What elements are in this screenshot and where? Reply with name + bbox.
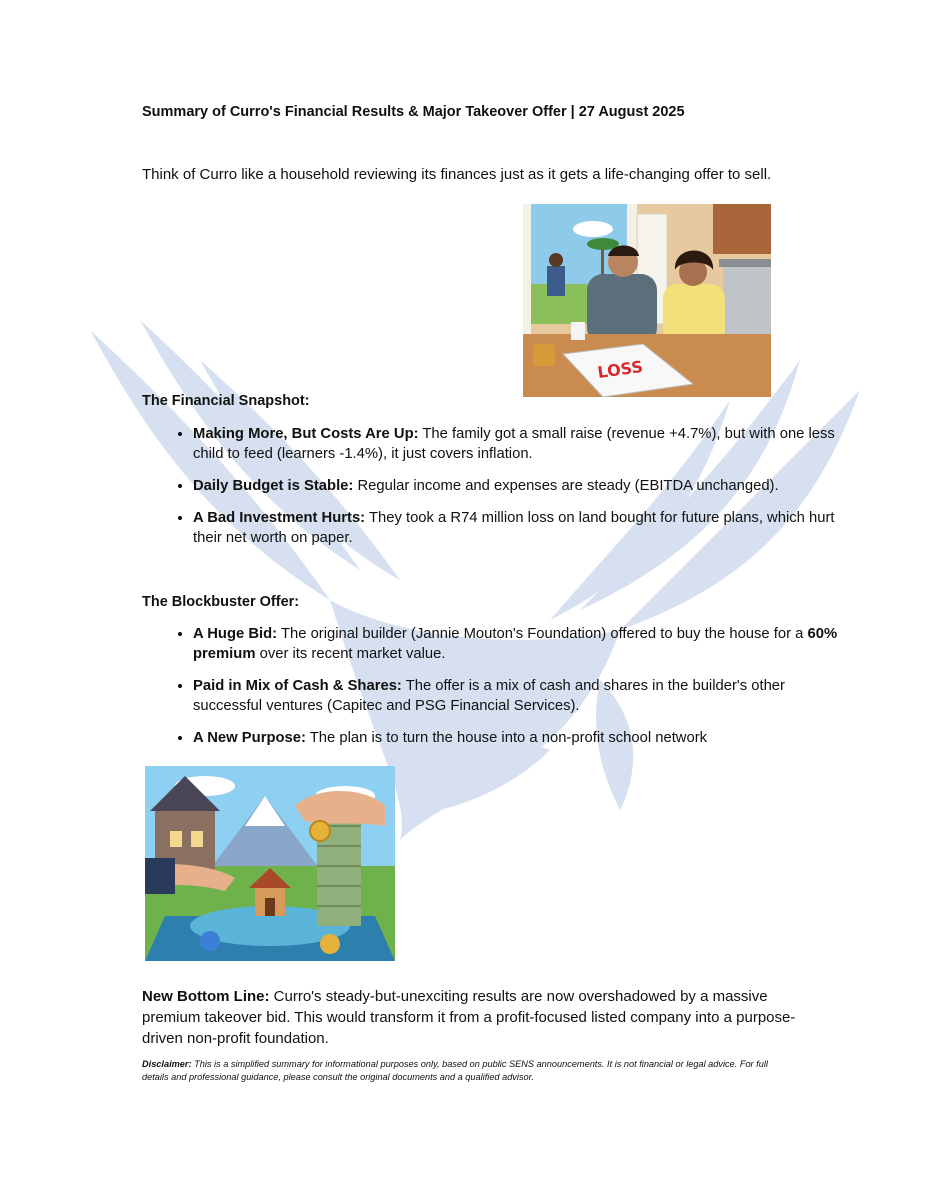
document-title: Summary of Curro's Financial Results & Major Takeover Offer | 27 August 2025 bbox=[142, 104, 685, 120]
disclaimer-text: This is a simplified summary for informational purposes only, based on public SENS announcements. It is not financial or legal advice. For full details and professional guidance, please consult the original documents and a qualified advisor. bbox=[142, 1059, 768, 1082]
house-sale-illustration bbox=[145, 766, 395, 961]
blockbuster-offer-list bbox=[142, 624, 843, 760]
list-item: • A Huge Bid: The original builder (Jannie Mouton's Foundation) offered to buy the house for a 60% premium over its recent market value. bbox=[193, 624, 843, 664]
list-item: • Daily Budget is Stable: Regular income and expenses are steady (EBITDA unchanged). bbox=[193, 476, 843, 496]
list-item: • A Bad Investment Hurts: They took a R74 million loss on land bought for future plans, which hurt their net worth on paper. bbox=[193, 508, 843, 548]
list-item: • Paid in Mix of Cash & Shares: The offer is a mix of cash and shares in the builder's other successful ventures (Capitec and PSG Financial Services). bbox=[193, 676, 843, 716]
bottom-line-paragraph bbox=[142, 986, 802, 1049]
section-heading-financial-snapshot: The Financial Snapshot: bbox=[142, 393, 310, 409]
intro-text: Think of Curro like a household reviewing its finances just as it gets a life-changing offer to sell. bbox=[142, 166, 772, 183]
family-budget-illustration bbox=[523, 204, 771, 397]
list-item: • A New Purpose: The plan is to turn the house into a non-profit school network bbox=[193, 728, 843, 748]
list-item: • Making More, But Costs Are Up: The family got a small raise (revenue +4.7%), but with one less child to feed (learners -1.4%), it just covers inflation. bbox=[193, 424, 843, 464]
disclaimer-label: Disclaimer: bbox=[142, 1059, 192, 1069]
bottom-line-text: Curro's steady-but-unexciting results are now overshadowed by a massive premium takeover bid. This would transform it from a profit-focused listed company into a purpose-driven non-profit foundation. bbox=[142, 988, 796, 1047]
financial-snapshot-list bbox=[142, 424, 843, 560]
disclaimer bbox=[142, 1058, 792, 1084]
section-heading-blockbuster-offer: The Blockbuster Offer: bbox=[142, 594, 300, 610]
bottom-line-label: New Bottom Line: bbox=[142, 988, 270, 1005]
loss-text: LOSS bbox=[596, 356, 645, 383]
